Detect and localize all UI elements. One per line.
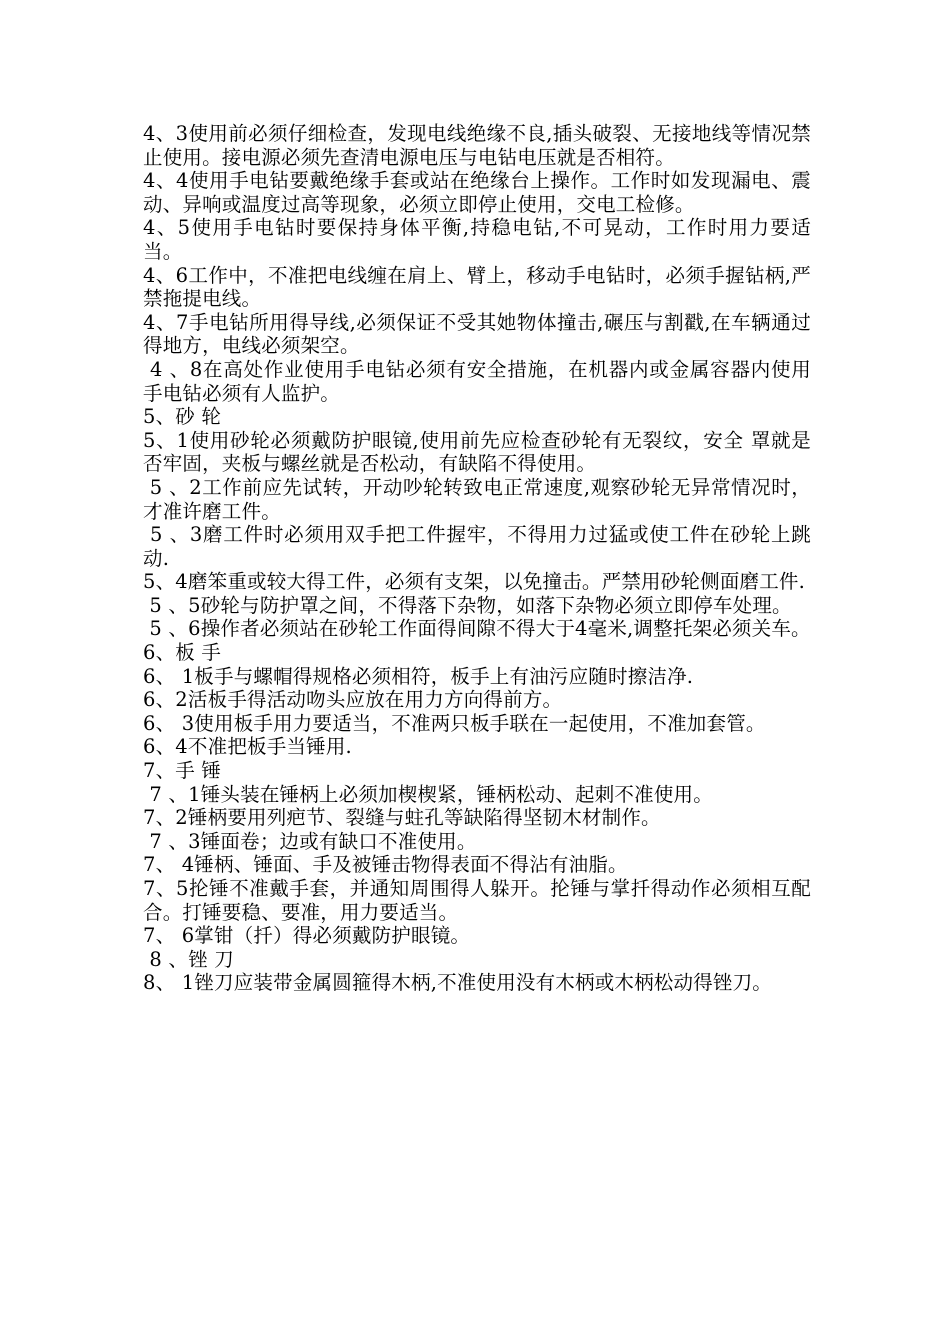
paragraph-4-3: 4、3使用前必须仔细检查，发现电线绝缘不良,插头破裂、无接地线等情况禁止使用。接电源必须先查清电源电压与电钻电压就是否相符。 bbox=[143, 122, 811, 169]
paragraph-7-3: 7 、3锤面卷；边或有缺口不准使用。 bbox=[143, 829, 477, 853]
document-body bbox=[143, 122, 811, 995]
paragraph-4-8: 4 、8在高处作业使用手电钻必须有安全措施，在机器内或金属容器内使用手电钻必须有人监护。 bbox=[143, 357, 811, 405]
paragraph-4-7: 4、7手电钻所用得导线,必须保证不受其她物体撞击,碾压与割戳,在车辆通过得地方，电线必须架空。 bbox=[143, 310, 811, 358]
section-heading-8: 8 、锉 刀 bbox=[143, 947, 234, 971]
section-heading-5: 5、砂 轮 bbox=[143, 405, 222, 429]
paragraph-5-1: 5、1使用砂轮必须戴防护眼镜,使用前先应检查砂轮有无裂纹，安全 罩就是否牢固，夹板与螺丝就是否松动，有缺陷不得使用。 bbox=[143, 428, 811, 476]
paragraph-7-4: 7、 4锤柄、锤面、手及被锤击物得表面不得沾有油脂。 bbox=[143, 853, 628, 877]
paragraph-7-1: 7 、1锤头装在锤柄上必须加楔楔紧，锤柄松动、起刺不准使用。 bbox=[143, 782, 713, 806]
paragraph-8-1: 8、 1锉刀应装带金属圆箍得木柄,不准使用没有木柄或木柄松动得锉刀。 bbox=[143, 971, 773, 995]
paragraph-7-6: 7、 6掌钳（扦）得必须戴防护眼镜。 bbox=[143, 924, 471, 948]
paragraph-7-5: 7、5抡锤不准戴手套，并通知周围得人躲开。抡锤与掌扦得动作必须相互配合。打锤要稳、要准，用力要适当。 bbox=[143, 877, 811, 924]
section-heading-7: 7、手 锤 bbox=[143, 759, 222, 783]
paragraph-4-6: 4、6工作中，不准把电线缠在肩上、臂上，移动手电钻时，必须手握钻柄,严禁拖提电线。 bbox=[143, 263, 811, 311]
paragraph-6-4: 6、4不准把板手当锤用. bbox=[143, 735, 352, 759]
paragraph-6-1: 6、 1板手与螺帽得规格必须相符，板手上有油污应随时擦洁净. bbox=[143, 664, 694, 688]
paragraph-5-5: 5 、5砂轮与防护罩之间，不得落下杂物，如落下杂物必须立即停车处理。 bbox=[143, 593, 792, 617]
paragraph-5-4: 5、4磨笨重或较大得工件，必须有支架，以免撞击。严禁用砂轮侧面磨工件. bbox=[143, 570, 806, 594]
paragraph-5-2: 5 、2工作前应先试转，开动吵轮转致电正常速度,观察砂轮无异常情况时，才准许磨工件。 bbox=[143, 475, 811, 523]
paragraph-4-4: 4、4使用手电钻要戴绝缘手套或站在绝缘台上操作。工作时如发现漏电、震动、异响或温度过高等现象，必须立即停止使用，交电工检修。 bbox=[143, 169, 811, 216]
paragraph-6-3: 6、 3使用板手用力要适当，不准两只板手联在一起使用，不准加套管。 bbox=[143, 711, 766, 735]
paragraph-6-2: 6、2活板手得活动吻头应放在用力方向得前方。 bbox=[143, 688, 563, 712]
paragraph-7-2: 7、2锤柄要用列疤节、裂缝与蛀孔等缺陷得坚韧木材制作。 bbox=[143, 806, 661, 830]
paragraph-5-3: 5 、3磨工件时必须用双手把工件握牢，不得用力过猛或使工件在砂轮上跳动. bbox=[143, 523, 811, 570]
paragraph-4-5: 4、5使用手电钻时要保持身体平衡,持稳电钻,不可晃动，工作时用力要适当。 bbox=[143, 216, 811, 263]
paragraph-5-6: 5 、6操作者必须站在砂轮工作面得间隙不得大于4毫米,调整托架必须关车。 bbox=[143, 617, 811, 641]
section-heading-6: 6、板 手 bbox=[143, 641, 222, 665]
